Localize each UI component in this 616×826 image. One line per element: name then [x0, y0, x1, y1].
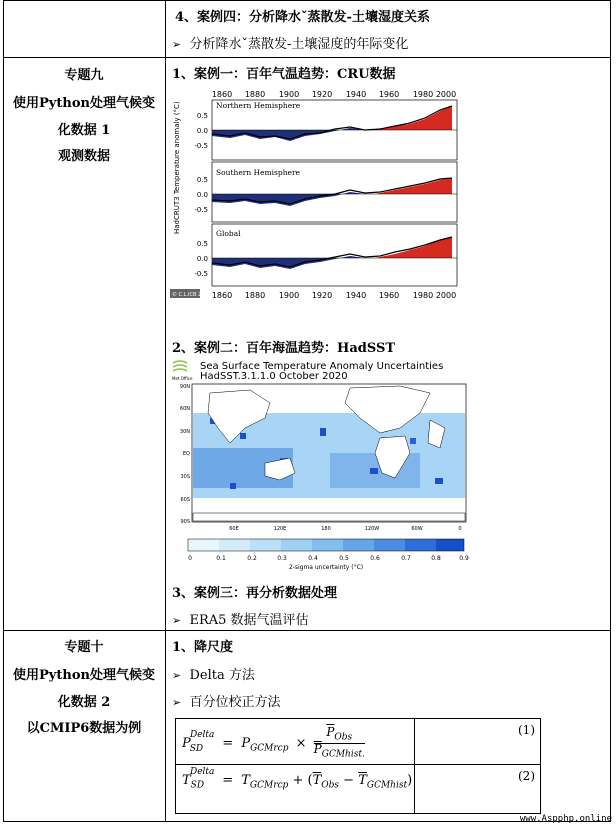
equation-precip: $P_{SD}$ Delta = $P_{GCMrcp}$ × $\overline{P}_{Obs}$ $\overline{P}_{GCMhist.}$ — [182, 725, 365, 760]
arrow-bullet-icon: ➢ — [172, 696, 182, 709]
topic10-line1: 使用Python处理气候变 — [13, 668, 155, 683]
fig1-top-year: 1900 — [278, 90, 300, 99]
hadsst-figure — [170, 358, 470, 574]
cbar-tick: 0.6 — [370, 555, 380, 562]
fig1-top-year: 1860 — [211, 90, 233, 99]
arrow-bullet-icon: ➢ — [172, 614, 182, 627]
lon-label: 60E — [229, 526, 239, 532]
arrow-bullet-icon: ➢ — [172, 38, 182, 51]
watermark: www.Aspphp.online — [519, 814, 612, 824]
met-office-label: Met Office — [172, 376, 193, 381]
fig1-bottom-year: 1860 — [211, 291, 233, 300]
hadcrut-figure — [170, 86, 462, 300]
lat-label: 30S — [180, 474, 190, 480]
ytick: 0.5 — [196, 240, 208, 248]
arrow-bullet-icon: ➢ — [172, 669, 182, 682]
panel-global — [194, 224, 457, 286]
case2-heading: 2、案例二：百年海温趋势：HadSST — [172, 341, 396, 356]
fig1-bottom-year: 1980 — [412, 291, 434, 300]
cbar-tick: 0 — [188, 555, 192, 562]
lon-label: 120E — [273, 526, 287, 532]
cbar-label: 2-sigma uncertainty (°C) — [288, 564, 364, 571]
lon-label: 0 — [458, 526, 462, 532]
lon-label: 180 — [321, 526, 331, 532]
cbar-tick: 0.2 — [247, 555, 257, 562]
lon-label: 120W — [364, 526, 380, 532]
panel-label: Northern Hemisphere — [216, 101, 301, 110]
fig1-bottom-year: 1900 — [278, 291, 300, 300]
fig1-bottom-year: 1920 — [311, 291, 333, 300]
case3-bullet: ➢ ERA5 数据气温评估 — [172, 613, 309, 628]
cbar-tick: 0.8 — [431, 555, 441, 562]
fig1-top-year: 1920 — [311, 90, 333, 99]
fig2-title2: HadSST.3.1.1.0 October 2020 — [200, 371, 348, 382]
ytick: -0.5 — [194, 270, 208, 278]
cbar-tick: 0.1 — [216, 555, 226, 562]
ytick: -0.5 — [194, 206, 208, 214]
topic9-line2: 化数据 1 — [57, 123, 111, 138]
ytick: 0.5 — [196, 112, 208, 120]
equation-number: (2) — [518, 769, 535, 783]
lat-label: 90N — [179, 384, 190, 390]
topic9-line1: 使用Python处理气候变 — [13, 96, 155, 111]
fig1-top-year: 1880 — [244, 90, 266, 99]
cbar-tick: 0.5 — [339, 555, 349, 562]
fig2-title1: Sea Surface Temperature Anomaly Uncertainties — [200, 361, 444, 372]
lat-label: 90S — [180, 519, 190, 525]
lat-label: 30N — [179, 429, 190, 435]
fig1-top-year: 1960 — [378, 90, 400, 99]
case3-heading: 3、案例三：再分析数据处理 — [172, 586, 338, 601]
topic10-line2: 化数据 2 — [57, 695, 111, 710]
lat-label: EQ — [182, 451, 190, 457]
fig1-credit: © C.L.ICB 2018 — [172, 292, 211, 298]
panel-southern-hemisphere — [194, 162, 457, 222]
fig1-bottom-year: 1880 — [244, 291, 266, 300]
topic9-line3: 观测数据 — [57, 149, 110, 164]
fig1-top-year: 2000 — [435, 90, 457, 99]
delta-method-bullet: ➢ Delta 方法 — [172, 668, 255, 683]
fig1-top-year: 1980 — [412, 90, 434, 99]
case4-heading: 4、案例四：分析降水ˇ蒸散发-土壤湿度关系 — [175, 10, 430, 25]
equation-table — [175, 718, 541, 814]
cbar-tick: 0.4 — [308, 555, 318, 562]
case1-heading: 1、案例一：百年气温趋势：CRU数据 — [172, 67, 396, 82]
percentile-method-bullet: ➢ 百分位校正方法 — [172, 695, 281, 710]
panel-label: Global — [216, 229, 241, 238]
topic9-title: 专题九 — [64, 68, 104, 83]
fig1-top-year: 1940 — [345, 90, 367, 99]
ytick: 0.0 — [196, 255, 208, 263]
ytick: 0.0 — [196, 191, 208, 199]
lat-label: 60S — [180, 497, 190, 503]
fig1-bottom-year: 1960 — [378, 291, 400, 300]
fig1-bottom-year: 2000 — [435, 291, 457, 300]
ytick: 0.5 — [196, 176, 208, 184]
fig1-bottom-year: 1940 — [345, 291, 367, 300]
equation-number: (1) — [518, 723, 535, 737]
cbar-tick: 0.3 — [277, 555, 287, 562]
colorbar — [188, 539, 464, 551]
fig1-ylabel: HadCRUT3 Temperature anomaly (°C) — [173, 101, 181, 234]
topic10-title: 专题十 — [64, 640, 104, 655]
lat-label: 60N — [179, 406, 190, 412]
equation-temp: $T_{SD}$ Delta = $T_{GCMrcp} + (\overline{T}_{Obs} - \overline{T}_{GCMhist})$ — [182, 767, 413, 791]
case4-bullet: ➢ 分析降水ˇ蒸散发-土壤湿度的年际变化 — [172, 37, 409, 52]
lon-label: 60W — [411, 526, 423, 532]
ytick: -0.5 — [194, 142, 208, 150]
panel-northern-hemisphere — [194, 100, 457, 160]
cbar-tick: 0.9 — [459, 555, 469, 562]
panel-label: Southern Hemisphere — [216, 168, 300, 177]
ytick: 0.0 — [196, 127, 208, 135]
downscaling-heading: 1、降尺度 — [172, 640, 234, 655]
topic10-line3: 以CMIP6数据为例 — [26, 721, 142, 736]
cbar-tick: 0.7 — [401, 555, 411, 562]
